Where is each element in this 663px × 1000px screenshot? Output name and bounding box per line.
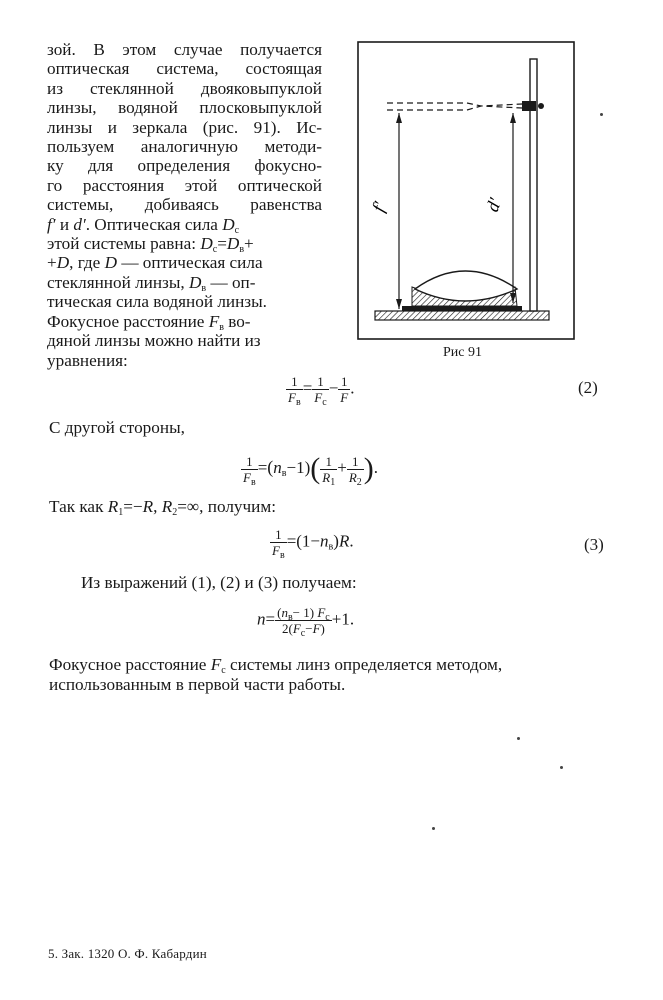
mirror (402, 306, 522, 311)
speck (560, 766, 563, 769)
label-f: f′ (367, 199, 390, 215)
left-column-text (47, 40, 322, 370)
lens-setup-diagram (357, 41, 576, 341)
equation-n: n= $\frac{(n_в- 1) F_с}{2(F_с-F)}$ +1. (257, 605, 355, 639)
page-footer: 5. Зак. 1320 О. Ф. Кабардин (48, 946, 207, 961)
speck (432, 827, 435, 830)
equation-lens: $\frac{1}{F_в}$ $=(n_в-1)$( $\frac{1}{R_1}$ + $\frac{1}{R_2}$ ). (243, 452, 379, 488)
needle (387, 103, 522, 110)
text-line: оптическая система, состоящая (47, 59, 322, 79)
text-line: этой системы равна: $D_с=D_в+$ (47, 234, 254, 256)
text-line: тическая сила водяной линзы. (47, 292, 267, 312)
text-line: системы, добиваясь равенства (47, 195, 322, 215)
text-line: ку для определения фокусно- (47, 156, 322, 176)
text-from: Из выражений (1), (2) и (3) получаем: (81, 573, 357, 592)
text-line: стеклянной линзы, $D_в$ — оп- (47, 272, 256, 294)
bottom-paragraph: Фокусное расстояние $F_с$ системы линз определяется методом, использованным в первой части работы. (49, 655, 503, 694)
speck (600, 113, 603, 116)
text-line: Фокусное расстояние $F_в$ во- (47, 311, 251, 333)
equation-number-2: (2) (578, 378, 598, 397)
text-line: f′ и d′. Оптическая сила $D_с$ (47, 214, 240, 236)
clamp (522, 101, 536, 111)
text-line: +D, где D — оптическая сила (47, 253, 263, 273)
text-since: Так как $R_1=-R$, $R_2=\infty$, получим: (49, 497, 276, 518)
base-plate (375, 311, 549, 320)
text-other-side: С другой стороны, (49, 418, 185, 437)
figure-91 (357, 41, 576, 341)
equation-number-3: (3) (584, 535, 604, 554)
speck (517, 737, 520, 740)
text-line: из стеклянной двояковыпуклой (47, 78, 322, 98)
text-line: уравнения: (47, 350, 128, 370)
text-line: зой. В этом случае получается (47, 40, 322, 59)
label-d: d′ (481, 195, 506, 215)
equation-3: $\frac{1}{F_в}$ $=(1-n_в)R$. (272, 527, 354, 561)
figure-caption: Рис 91 (443, 345, 482, 360)
equation-2: $\frac{1}{F_в}$ = $\frac{1}{F_с}$ − $\frac{1}{F}$ . (288, 374, 355, 408)
stand-rod (530, 59, 537, 311)
text-line: дяной линзы можно найти из (47, 331, 261, 351)
text-line: го расстояния этой оптической (47, 175, 322, 195)
text-line: линзы и зеркала (рис. 91). Ис- (47, 117, 322, 137)
text-line: пользуем аналогичную методи- (47, 137, 322, 157)
text-line: линзы, водяной плосковыпуклой (47, 98, 322, 118)
